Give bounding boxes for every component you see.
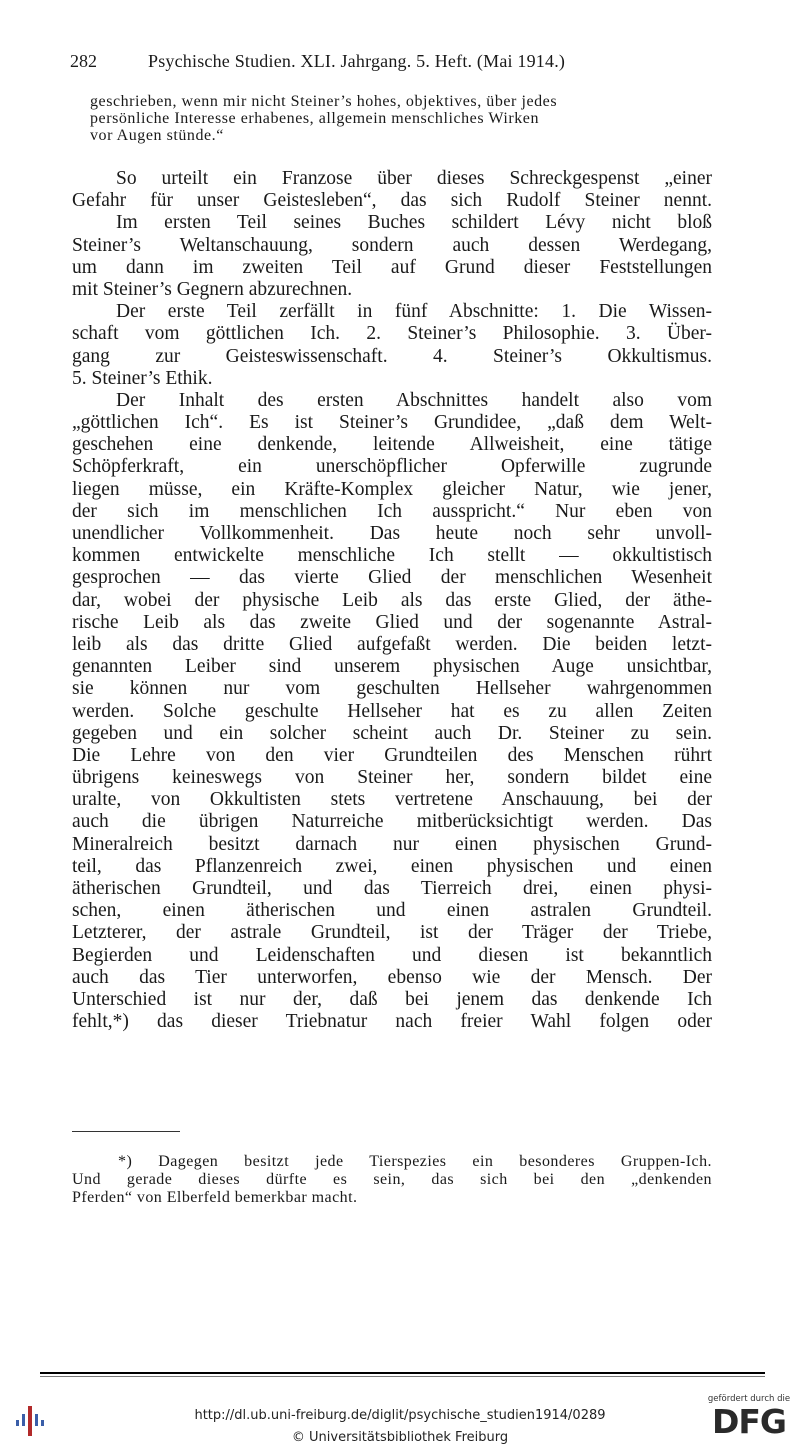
footnote <box>72 1153 712 1207</box>
dfg-tagline: gefördert durch die <box>707 1394 791 1404</box>
body-line: auch die übrigen Naturreiche mitberücksichtigt werden. Das <box>72 811 712 833</box>
body-line: Der Inhalt des ersten Abschnittes handelt also vom <box>116 389 712 411</box>
page-number: 282 <box>70 51 97 71</box>
body-line: Im ersten Teil seines Buches schildert Lévy nicht bloß <box>116 212 712 234</box>
body-line: auch das Tier unterworfen, ebenso wie der Mensch. Der <box>72 966 712 988</box>
body-line: unendlicher Vollkommenheit. Das heute noch sehr unvoll- <box>72 523 712 544</box>
body-line: Der erste Teil zerfällt in fünf Abschnitte: 1. Die Wissen- <box>116 301 712 323</box>
body-line: um dann im zweiten Teil auf Grund dieser Feststellungen <box>72 256 712 278</box>
body-line: Die Lehre von den vier Grundteilen des Menschen rührt <box>72 744 712 766</box>
body-line: schen, einen ätherischen und einen astralen Grundteil. <box>72 900 712 922</box>
body-line: teil, das Pflanzenreich zwei, einen physischen und einen <box>72 855 712 877</box>
quote-line: vor Augen stünde.“ <box>90 127 224 144</box>
body-line: So urteilt ein Franzose über dieses Schreckgespenst „einer <box>116 168 712 189</box>
body-line: schaft vom göttlichen Ich. 2. Steiner’s Philosophie. 3. Über- <box>72 323 712 345</box>
dfg-wordmark: DFG <box>711 1402 787 1441</box>
body-line: geschehen eine denkende, leitende Allweisheit, eine tätige <box>72 434 712 456</box>
body-line: Mineralreich besitzt darnach nur einen physischen Grund- <box>72 833 712 855</box>
body-line: Gefahr für unser Geistesleben“, das sich Rudolf Steiner nennt. <box>72 190 712 212</box>
body-line: übrigens keineswegs von Steiner her, sondern bildet eine <box>72 767 712 789</box>
body-line: leib als das dritte Glied aufgefaßt werden. Die beiden letzt- <box>72 633 712 655</box>
body-line: Begierden und Leidenschaften und diesen ist bekanntlich <box>72 944 712 966</box>
copyright-notice: © Universitätsbibliothek Freiburg <box>291 1430 509 1445</box>
body-line: „göttlichen Ich“. Es ist Steiner’s Grundidee, „daß dem Welt- <box>72 412 712 434</box>
body-line: Unterschied ist nur der, daß bei jenem das denkende Ich <box>72 988 712 1010</box>
page-bottom-rule-thin <box>40 1376 765 1377</box>
body-line: gang zur Geisteswissenschaft. 4. Steiner’s Okkultismus. <box>72 345 712 367</box>
body-line: mit Steiner’s Gegnern abzurechnen. <box>72 278 353 300</box>
source-url[interactable]: http://dl.ub.uni-freiburg.de/diglit/psychische_studien1914/0289 <box>194 1408 606 1423</box>
body-line: kommen entwickelte menschliche Ich stellt — okkultistisch <box>72 545 712 567</box>
body-line: werden. Solche geschulte Hellseher hat es zu allen Zeiten <box>72 700 712 722</box>
footnote-line: Pferden“ von Elberfeld bemerkbar macht. <box>72 1189 358 1206</box>
body-line: fehlt,*) das dieser Triebnatur nach freier Wahl folgen oder <box>72 1011 712 1033</box>
body-line: Letzterer, der astrale Grundteil, ist der Träger der Triebe, <box>72 922 712 944</box>
body-line: liegen müsse, ein Kräfte-Komplex gleicher Natur, wie jener, <box>72 478 712 500</box>
library-footer <box>0 1382 800 1452</box>
dfg-logo <box>706 1394 792 1446</box>
body-line: uralte, von Okkultisten stets vertretene Anschauung, bei der <box>72 789 712 811</box>
footnote-line: Und gerade dieses dürfte es sein, das sich bei den „denkenden <box>72 1171 712 1188</box>
body-line: dar, wobei der physische Leib als das erste Glied, der äthe- <box>72 589 712 611</box>
body-line: Schöpferkraft, ein unerschöpflicher Opferwille zugrunde <box>72 456 712 478</box>
body-line: genannten Leiber sind unserem physischen Auge unsichtbar, <box>72 656 712 678</box>
running-title: Psychische Studien. XLI. Jahrgang. 5. Heft. (Mai 1914.) <box>148 51 566 71</box>
quote-line: geschrieben, wenn mir nicht Steiner’s hohes, objektives, über jedes <box>90 93 558 110</box>
quote-block <box>90 93 710 144</box>
page-bottom-rule <box>40 1372 765 1374</box>
body-line: gesprochen — das vierte Glied der menschlichen Wesenheit <box>72 567 712 589</box>
body-line: der sich im menschlichen Ich ausspricht.“ Nur eben von <box>72 500 712 522</box>
body-line: rische Leib als das zweite Glied und der sogenannte Astral- <box>72 611 712 633</box>
quote-line: persönliche Interesse erhabenes, allgemein menschliches Wirken <box>90 110 539 127</box>
body-line: gegeben und ein solcher scheint auch Dr. Steiner zu sein. <box>72 722 712 744</box>
body-line: ätherischen Grundteil, und das Tierreich drei, einen physi- <box>72 878 712 899</box>
body-text <box>72 168 712 1033</box>
body-line: 5. Steiner’s Ethik. <box>72 367 213 389</box>
footnote-line: *) Dagegen besitzt jede Tierspezies ein besonderes Gruppen-Ich. <box>118 1153 712 1170</box>
body-line: Steiner’s Weltanschauung, sondern auch dessen Werdegang, <box>72 234 712 256</box>
footnote-divider <box>72 1131 180 1132</box>
body-line: sie können nur vom geschulten Hellseher wahrgenommen <box>72 678 712 700</box>
